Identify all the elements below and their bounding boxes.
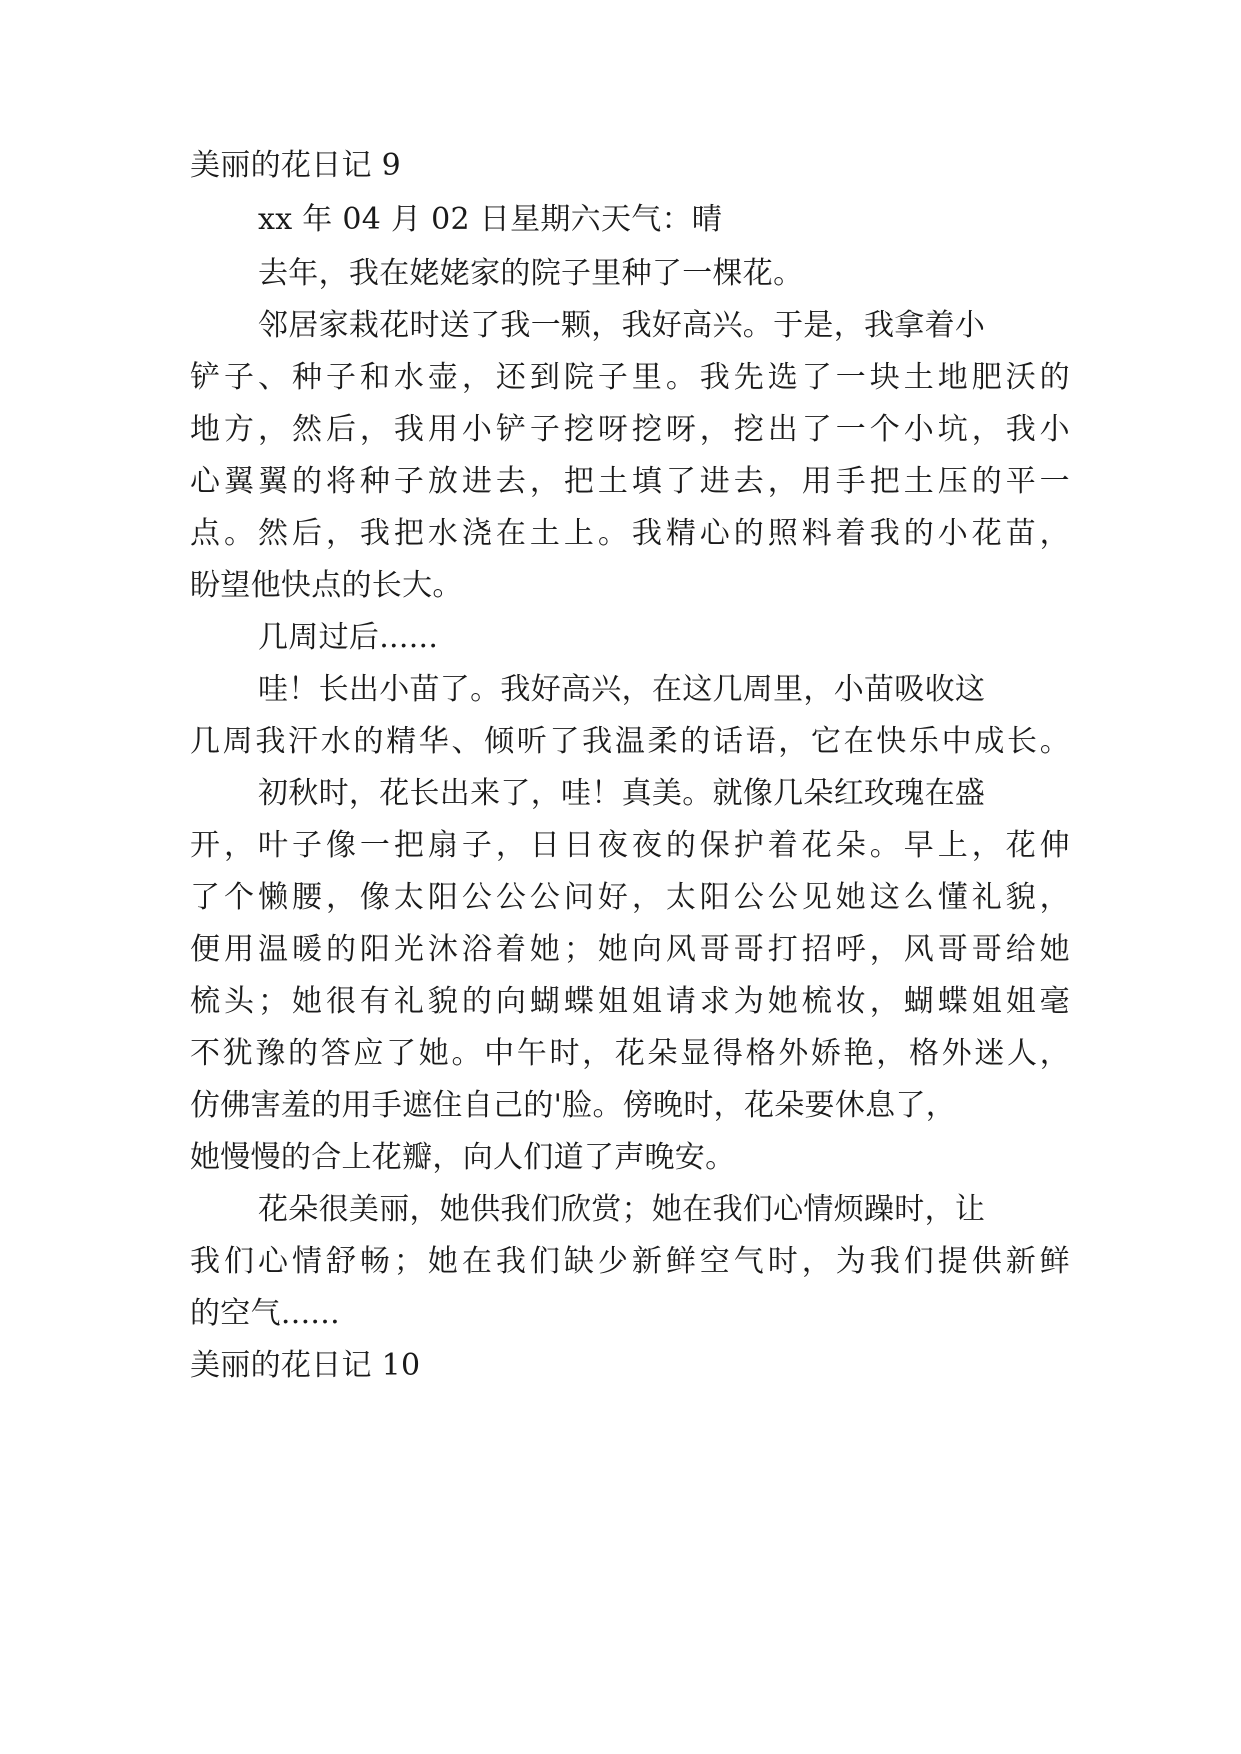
paragraph-line: 便用温暖的阳光沐浴着她；她向风哥哥打招呼，风哥哥给她 [190,932,1070,967]
paragraph-line: 了个懒腰，像太阳公公公问好，太阳公公见她这么懂礼貌， [190,880,1070,915]
paragraph-line: 铲子、种子和水壶，还到院子里。我先选了一块土地肥沃的 [190,360,1070,395]
paragraph-line: 花朵很美丽，她供我们欣赏；她在我们心情烦躁时，让 [258,1192,986,1227]
paragraph-line: 不犹豫的答应了她。中午时，花朵显得格外娇艳，格外迷人， [190,1036,1070,1071]
paragraph-line: 她慢慢的合上花瓣，向人们道了声晚安。 [190,1140,736,1175]
paragraph-line: 仿佛害羞的用手遮住自己的'脸。傍晚时，花朵要休息了， [190,1088,957,1123]
paragraph-line: 梳头；她很有礼貌的向蝴蝶姐姐请求为她梳妆，蝴蝶姐姐毫 [190,984,1070,1019]
entry-title: 美丽的花日记 9 [190,148,402,183]
paragraph-line: 哇！长出小苗了。我好高兴，在这几周里，小苗吸收这 [258,672,986,707]
paragraph-line: 几周过后...... [258,620,439,655]
paragraph-line: 点。然后，我把水浇在土上。我精心的照料着我的小花苗， [190,516,1070,551]
diary-date-line: xx 年 04 月 02 日星期六天气：晴 [258,202,723,237]
entry-title: 美丽的花日记 10 [190,1348,421,1383]
paragraph-line: 邻居家栽花时送了我一颗，我好高兴。于是，我拿着小 [258,308,986,343]
paragraph-line: 的空气...... [190,1296,340,1331]
paragraph-line: 心翼翼的将种子放进去，把土填了进去，用手把土压的平一 [190,464,1070,499]
paragraph-line: 地方，然后，我用小铲子挖呀挖呀，挖出了一个小坑，我小 [190,412,1070,447]
paragraph-line: 开，叶子像一把扇子，日日夜夜的保护着花朵。早上，花伸 [190,828,1070,863]
paragraph-line: 去年，我在姥姥家的院子里种了一棵花。 [258,256,804,291]
paragraph-line: 初秋时，花长出来了，哇！真美。就像几朵红玫瑰在盛 [258,776,986,811]
paragraph-line: 盼望他快点的长大。 [190,568,463,603]
paragraph-line: 我们心情舒畅；她在我们缺少新鲜空气时，为我们提供新鲜 [190,1244,1070,1279]
paragraph-line: 几周我汗水的精华、倾听了我温柔的话语，它在快乐中成长。 [190,724,1070,759]
